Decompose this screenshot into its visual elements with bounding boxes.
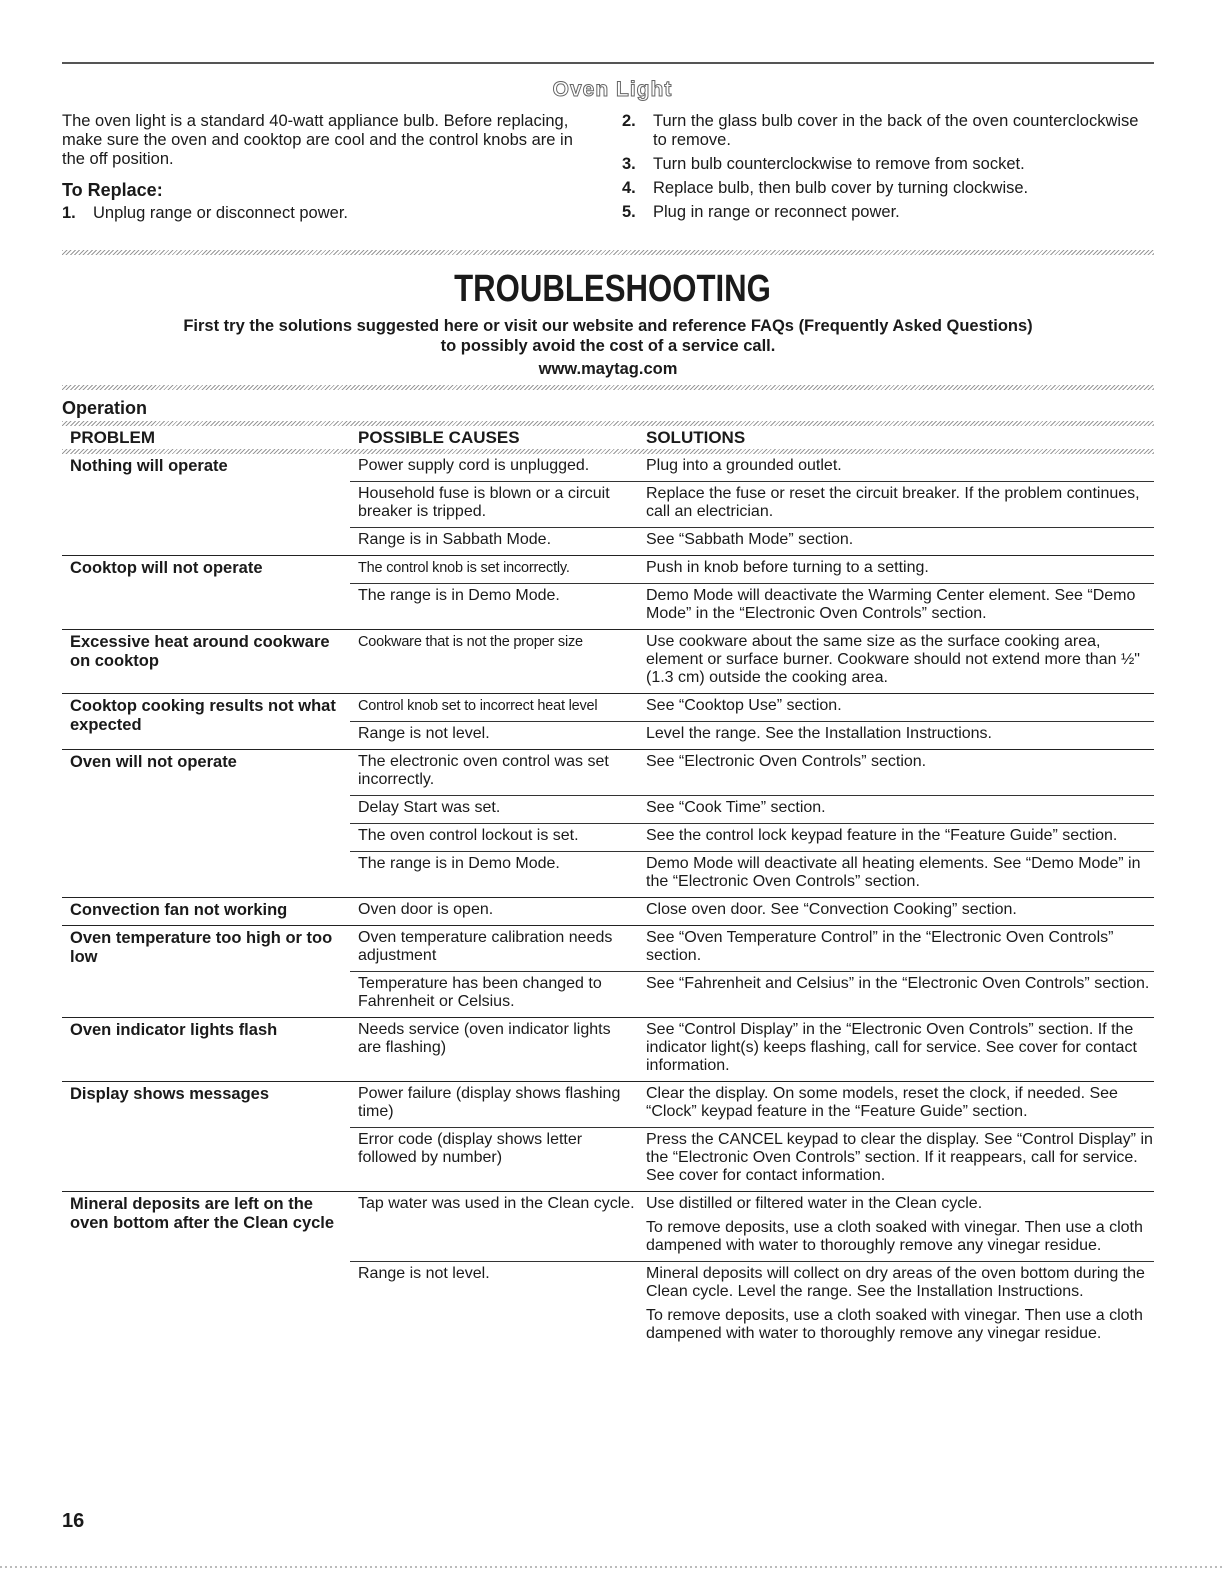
solution-cell [638,926,1154,971]
header-problem: PROBLEM [70,428,155,447]
solution-cell [638,898,1154,925]
cause-cell: Oven temperature calibration needs adjustment [358,929,613,964]
solution-text: Push in knob before turning to a setting. [646,559,929,576]
oven-light-left-column [62,112,582,228]
cause-cell: The control knob is set incorrectly. [358,560,570,576]
problem-cell: Oven temperature too high or too low [70,929,333,966]
table-row [350,898,1154,925]
problem-cell: Convection fan not working [70,901,288,919]
solution-cell [638,852,1154,897]
solution-text: See “Cooktop Use” section. [646,697,842,714]
hatched-divider [62,421,1154,426]
solution-cell [638,824,1154,851]
table-row [350,926,1154,971]
solution-cell [638,972,1154,1017]
step-text: Turn the glass bulb cover in the back of the oven counterclockwise to remove. [653,112,1139,149]
oven-light-heading: Oven Light [552,78,673,101]
table-row [350,630,1154,693]
cause-cell: Cookware that is not the proper size [358,634,583,650]
solution-text: See “Electronic Oven Controls” section. [646,753,927,770]
table-row [350,721,1154,749]
problem-group [62,1082,1154,1192]
solution-text: Replace the fuse or reset the circuit breaker. If the problem continues, call an electrician. [646,485,1140,520]
table-row [350,795,1154,823]
solution-text: Demo Mode will deactivate all heating elements. See “Demo Mode” in the “Electronic Oven Controls” section. [646,855,1141,890]
solution-cell [638,796,1154,823]
header-solutions: SOLUTIONS [646,428,746,447]
step-number: 1. [62,204,76,222]
problem-cell: Excessive heat around cookware on cooktop [70,633,330,670]
table-row [350,527,1154,555]
troubleshooting-title: TROUBLESHOOTING [454,268,771,310]
solution-text: See “Fahrenheit and Celsius” in the “Electronic Oven Controls” section. [646,975,1150,992]
cause-cell: Control knob set to incorrect heat level [358,698,598,714]
oven-light-right-column [622,112,1152,227]
intro-line-2: to possibly avoid the cost of a service call. [440,337,776,355]
step-number: 5. [622,203,636,221]
problem-group [62,898,1154,926]
solution-cell [638,750,1154,795]
problem-group [62,926,1154,1018]
cause-cell: Household fuse is blown or a circuit breaker is tripped. [358,485,610,520]
solution-text: To remove deposits, use a cloth soaked with vinegar. Then use a cloth dampened with water to thoroughly remove any vinegar residue. [646,1307,1143,1342]
solution-cell [638,528,1154,555]
table-row [350,481,1154,527]
solution-cell [638,1082,1154,1127]
step-text: Plug in range or reconnect power. [653,203,900,221]
solution-text: See “Oven Temperature Control” in the “Electronic Oven Controls” section. [646,929,1114,964]
table-row [350,1082,1154,1127]
problem-group [62,630,1154,694]
intro-line-1: First try the solutions suggested here or visit our website and reference FAQs (Frequently Asked Questions) [183,317,1033,335]
table-row [350,1127,1154,1191]
step-2 [622,112,1152,150]
table-row [350,1261,1154,1349]
solution-text: To remove deposits, use a cloth soaked with vinegar. Then use a cloth dampened with water to thoroughly remove any vinegar residue. [646,1219,1143,1254]
cause-cell: Delay Start was set. [358,799,501,816]
problem-group [62,454,1154,556]
oven-light-intro: The oven light is a standard 40-watt appliance bulb. Before replacing, make sure the oven and cooktop are cool and the control knobs are in the off position. [62,112,573,168]
cause-cell: The electronic oven control was set incorrectly. [358,753,609,788]
problem-cell: Display shows messages [70,1085,270,1103]
cause-cell: The oven control lockout is set. [358,827,579,844]
troubleshooting-intro [62,316,1154,356]
header-possible-causes: POSSIBLE CAUSES [358,428,520,447]
solution-cell [638,556,1154,583]
solution-cell [638,1262,1154,1349]
step-text: Turn bulb counterclockwise to remove from socket. [653,155,1025,173]
solution-cell [638,694,1154,721]
table-row [350,454,1154,481]
table-row [350,971,1154,1017]
table-row [350,694,1154,721]
step-number: 4. [622,179,636,197]
solution-text: Use cookware about the same size as the surface cooking area, element or surface burner. Cookware should not extend more than ½" (1.3 cm) outside the cooking area. [646,633,1140,686]
solution-text: See “Sabbath Mode” section. [646,531,854,548]
problem-cell: Mineral deposits are left on the oven bottom after the Clean cycle [70,1195,335,1232]
solution-text: Level the range. See the Installation Instructions. [646,725,992,742]
cause-cell: Error code (display shows letter followed by number) [358,1131,583,1166]
troubleshooting-table [62,454,1154,1349]
cause-cell: Range is not level. [358,1265,490,1282]
step-1 [62,204,582,223]
solution-text: See “Cook Time” section. [646,799,826,816]
solution-cell [638,454,1154,481]
table-row [350,750,1154,795]
cause-cell: Range is in Sabbath Mode. [358,531,552,548]
problem-group [62,694,1154,750]
cause-cell: Needs service (oven indicator lights are flashing) [358,1021,611,1056]
cause-cell: Range is not level. [358,725,490,742]
solution-cell [638,1128,1154,1191]
table-row [350,823,1154,851]
solution-cell [638,1192,1154,1261]
hatched-divider [62,250,1154,255]
hatched-divider [62,385,1154,390]
problem-cell: Cooktop will not operate [70,559,263,577]
table-row [350,1018,1154,1081]
cause-cell: Power failure (display shows flashing time) [358,1085,621,1120]
cause-cell: Temperature has been changed to Fahrenheit or Celsius. [358,975,602,1010]
step-number: 2. [622,112,636,130]
table-row [350,556,1154,583]
solution-cell [638,630,1154,693]
table-row [350,1192,1154,1261]
problem-group [62,750,1154,898]
problem-group [62,1018,1154,1082]
step-5 [622,203,1152,222]
page-number: 16 [62,1510,85,1532]
problem-group [62,1192,1154,1349]
cause-cell: The range is in Demo Mode. [358,855,560,872]
problem-cell: Cooktop cooking results not what expected [70,697,336,734]
solution-cell [638,584,1154,629]
problem-group [62,556,1154,630]
solution-text: Clear the display. On some models, reset the clock, if needed. See “Clock” keypad feature in the “Feature Guide” section. [646,1085,1118,1120]
step-text: Unplug range or disconnect power. [93,204,348,222]
website-link[interactable]: www.maytag.com [538,360,678,378]
to-replace-heading: To Replace: [62,180,163,200]
problem-cell: Oven will not operate [70,753,237,771]
solution-cell [638,1018,1154,1081]
section-heading-operation: Operation [62,398,148,418]
solution-text: Press the CANCEL keypad to clear the display. See “Control Display” in the “Electronic Oven Controls” section. If it reappears, call for service. See cover for contact information. [646,1131,1153,1184]
table-header [62,428,1154,450]
solution-text: Plug into a grounded outlet. [646,457,842,474]
top-rule [62,62,1154,64]
bottom-edge [0,1566,1225,1568]
solution-text: See the control lock keypad feature in the “Feature Guide” section. [646,827,1118,844]
solution-cell [638,482,1154,527]
solution-text: Use distilled or filtered water in the Clean cycle. [646,1195,983,1212]
solution-text: Mineral deposits will collect on dry areas of the oven bottom during the Clean cycle. Level the range. See the Installation Instructions. [646,1265,1145,1300]
table-row [350,583,1154,629]
step-text: Replace bulb, then bulb cover by turning clockwise. [653,179,1029,197]
solution-cell [638,722,1154,749]
cause-cell: Oven door is open. [358,901,494,918]
cause-cell: Tap water was used in the Clean cycle. [358,1195,635,1212]
problem-cell: Oven indicator lights flash [70,1021,278,1039]
step-3 [622,155,1152,174]
cause-cell: Power supply cord is unplugged. [358,457,590,474]
problem-cell: Nothing will operate [70,457,228,475]
solution-text: Close oven door. See “Convection Cooking” section. [646,901,1017,918]
step-number: 3. [622,155,636,173]
solution-text: Demo Mode will deactivate the Warming Center element. See “Demo Mode” in the “Electronic Oven Controls” section. [646,587,1136,622]
step-4 [622,179,1152,198]
cause-cell: The range is in Demo Mode. [358,587,560,604]
table-row [350,851,1154,897]
solution-text: See “Control Display” in the “Electronic Oven Controls” section. If the indicator light(s) keeps flashing, call for service. See cover for contact information. [646,1021,1137,1074]
